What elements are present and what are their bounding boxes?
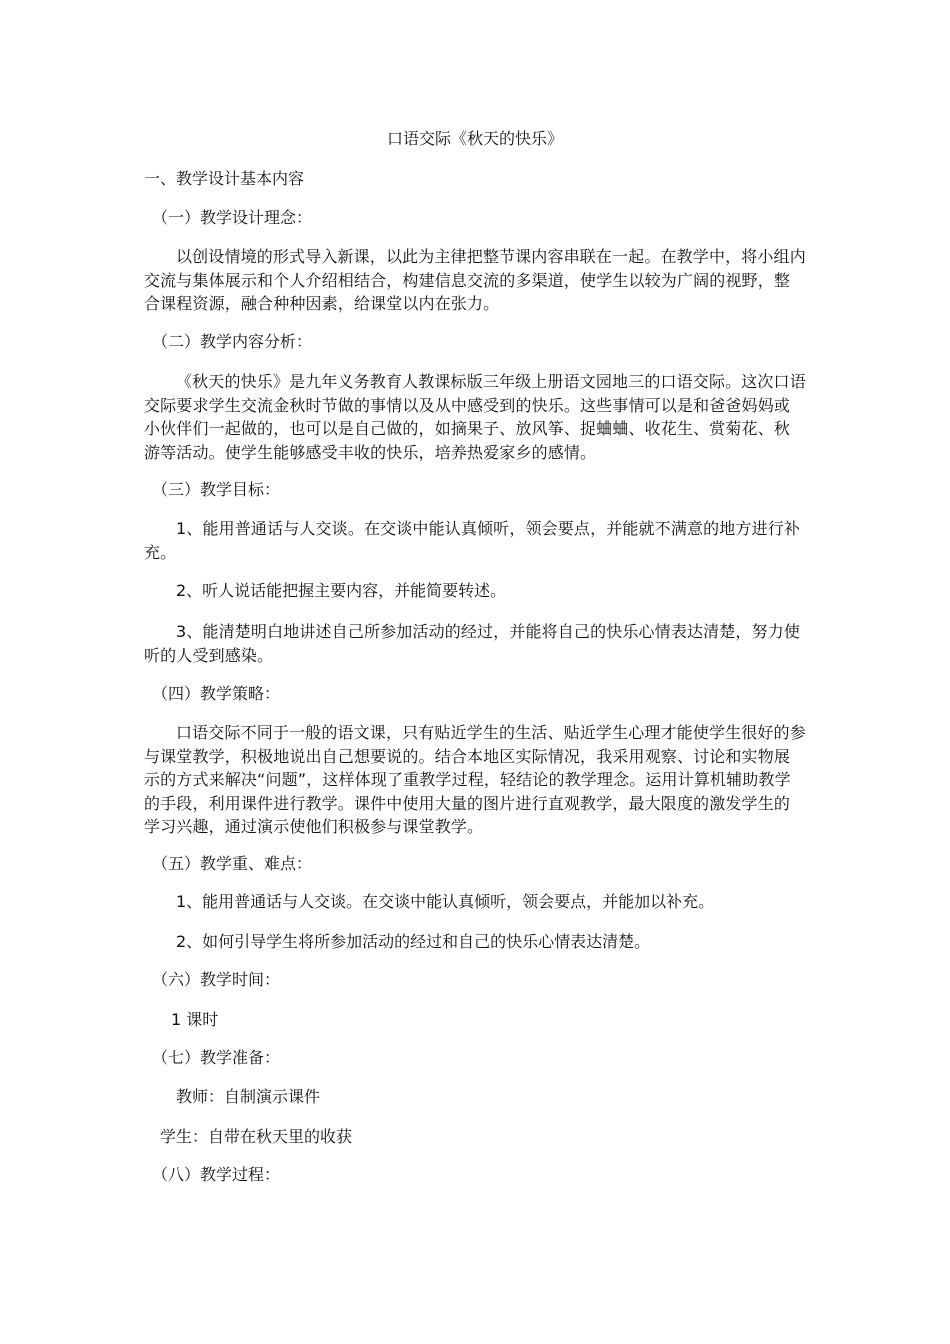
paragraph-teaching-strategy: 口语交际不同于一般的语文课，只有贴近学生的生活、贴近学生心理才能使学生很好的参与课堂教学，积极地说出自己想要说的。结合本地区实际情况，我采用观察、讨论和实物展示的方式来解决“问题”，这样体现了重教学过程，轻结论的教学理念。运用计算机辅助教学的手段，利用课件进行教学。课件中使用大量的图片进行直观教学，最大限度的激发学生的学习兴趣，通过演示使他们积极参与课堂教学。 <box>144 723 806 837</box>
student-preparation: 学生：自带在秋天里的收获 <box>160 1127 353 1146</box>
subsection-heading-2: （二）教学内容分析： <box>152 332 313 351</box>
document-title: 口语交际《秋天的快乐》 <box>386 129 563 148</box>
teacher-preparation: 教师：自制演示课件 <box>176 1087 321 1106</box>
teaching-time-value: 1 课时 <box>171 1010 219 1029</box>
goal-item-2: 2、听人说话能把握主要内容，并能简要转述。 <box>176 581 507 600</box>
subsection-heading-1: （一）教学设计理念： <box>152 208 313 227</box>
key-point-item-1: 1、能用普通话与人交谈。在交谈中能认真倾听，领会要点，并能加以补充。 <box>176 892 715 911</box>
subsection-heading-6: （六）教学时间： <box>152 970 281 989</box>
subsection-heading-7: （七）教学准备： <box>152 1048 281 1067</box>
paragraph-design-concept: 以创设情境的形式导入新课，以此为主律把整节课内容串联在一起。在教学中，将小组内交流与集体展示和个人介绍相结合，构建信息交流的多渠道，使学生以较为广阔的视野，整合课程资源，融合种种因素，给课堂以内在张力。 <box>144 247 806 314</box>
subsection-heading-4: （四）教学策略： <box>152 684 281 703</box>
goal-item-1: 1、能用普通话与人交谈。在交谈中能认真倾听，领会要点，并能就不满意的地方进行补充。 <box>144 519 801 562</box>
subsection-heading-3: （三）教学目标： <box>152 480 281 499</box>
section-heading: 一、教学设计基本内容 <box>144 169 305 188</box>
subsection-heading-5: （五）教学重、难点： <box>152 854 313 873</box>
key-point-item-2: 2、如何引导学生将所参加活动的经过和自己的快乐心情表达清楚。 <box>176 932 651 951</box>
subsection-heading-8: （八）教学过程： <box>152 1165 281 1184</box>
goal-item-3: 3、能清楚明白地讲述自己所参加活动的经过，并能将自己的快乐心情表达清楚，努力使听的人受到感染。 <box>144 622 801 665</box>
paragraph-content-analysis: 《秋天的快乐》是九年义务教育人教课标版三年级上册语文园地三的口语交际。这次口语交际要求学生交流金秋时节做的事情以及从中感受到的快乐。这些事情可以是和爸爸妈妈或小伙伴们一起做的，也可以是自己做的，如摘果子、放风筝、捉蛐蛐、收花生、赏菊花、秋游等活动。使学生能够感受丰收的快乐，培养热爱家乡的感情。 <box>144 372 806 462</box>
